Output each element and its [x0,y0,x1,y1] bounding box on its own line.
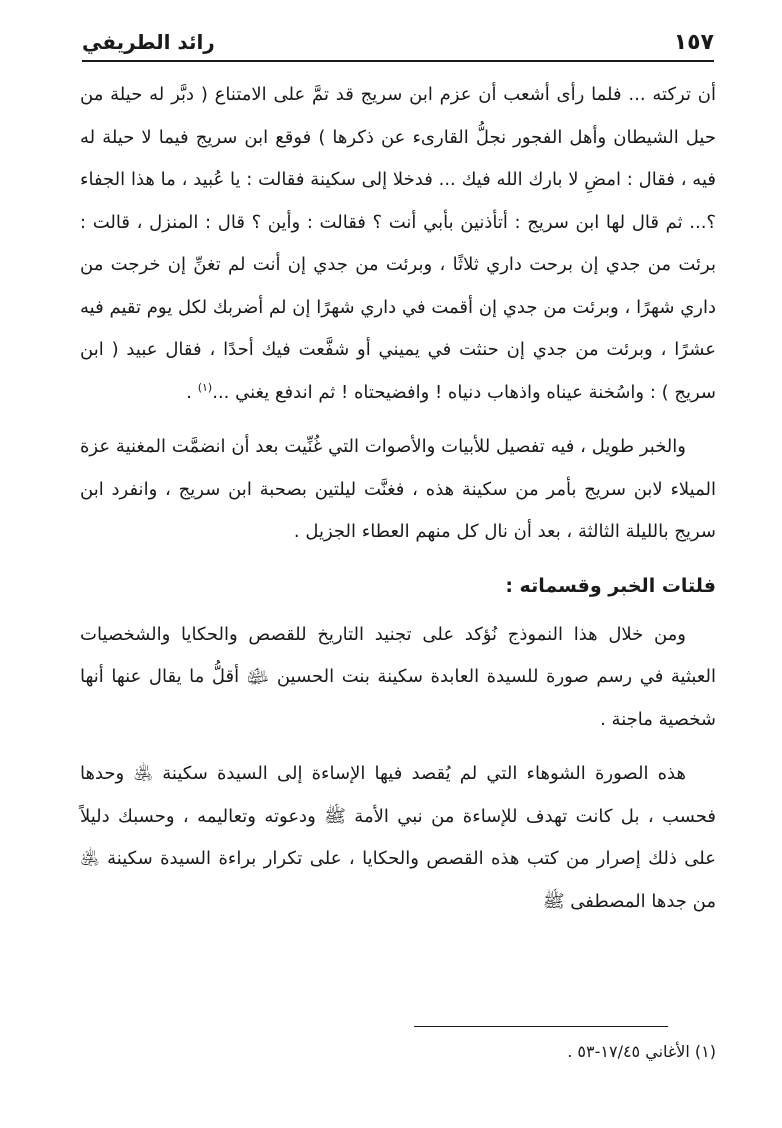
footnote-marker: (١) [197,380,213,394]
paragraph-4: هذه الصورة الشوهاء التي لم يُقصد فيها الإساءة إلى السيدة سكينة ﵁ وحدها فحسب ، بل كانت تهدف للإساءة من نبي الأمة ﷺ ودعوته وتعاليمه ، وحسبك دليلاً على ذلك إصرار من كتب هذه القصص والحكايا ، على تكرار براءة السيدة سكينة ﵁ من جدها المصطفى ﷺ [80,763,716,912]
section-heading: فلتات الخبر وقسماته : [505,574,716,597]
paragraph-1 [80,74,716,414]
page-number: ١٥٧ [673,30,714,55]
paragraph-2: والخبر طويل ، فيه تفصيل للأبيات والأصوات التي غُنِّيت بعد أن انضمَّت المغنية عزة الميلاء لابن سريج بأمر من سكينة هذه ، فغنَّت ليلتين بصحبة ابن سريج ، وانفرد ابن سريج بالليلة الثالثة ، بعد أن نال كل منهم العطاء الجزيل . [80,436,716,542]
page-header [82,28,714,62]
footnote-divider [414,1026,668,1027]
paragraph-3: ومن خلال هذا النموذج نُؤكد على تجنيد التاريخ للقصص والحكايا والشخصيات العبثية في رسم صورة للسيدة العابدة سكينة بنت الحسين ﵉ أقلُّ ما يقال عنها أنها شخصية ماجنة . [80,623,716,730]
running-title: رائد الطريفي [82,30,215,54]
paragraph-1-text: أن تركته ... فلما رأى أشعب أن عزم ابن سريج قد تمَّ على الامتناع ( دبَّر له حيلة من حيل الشيطان وأهل الفجور نجلُّ القارىء عن ذكرها ) فوقع ابن سريج فيما لا حيلة له فيه ، فقال : امضِ لا بارك الله فيك ... فدخلا إلى سكينة فقالت : يا عُبيد ، ما هذا الجفاء ؟... ثم قال لها ابن سريج : أتأذنين بأبي أنت ؟ فقالت : وأين ؟ قال : المنزل ، قالت : برئت من جدي إن برحت داري ثلاثًا ، وبرئت من جدي إن أنت لم تغنِّ إن خرجت من داري شهرًا ، وبرئت من جدي إن أقمت في داري شهرًا إن لم أضربك لكل يوم تقيم فيه عشرًا ، وبرئت من جدي إن حنثت في يميني أو شفَّعت فيك أحدًا ، فقال عبيد ( ابن سريج ) : واسُخنة عيناه واذهاب دنياه ! وافضيحتاه ! ثم اندفع يغني ... [80,84,716,403]
body-text [80,74,716,935]
paragraph-1-end: . [186,381,198,403]
footnote: (١) الأغاني ١٧/٤٥-٥٣ . [567,1042,716,1061]
